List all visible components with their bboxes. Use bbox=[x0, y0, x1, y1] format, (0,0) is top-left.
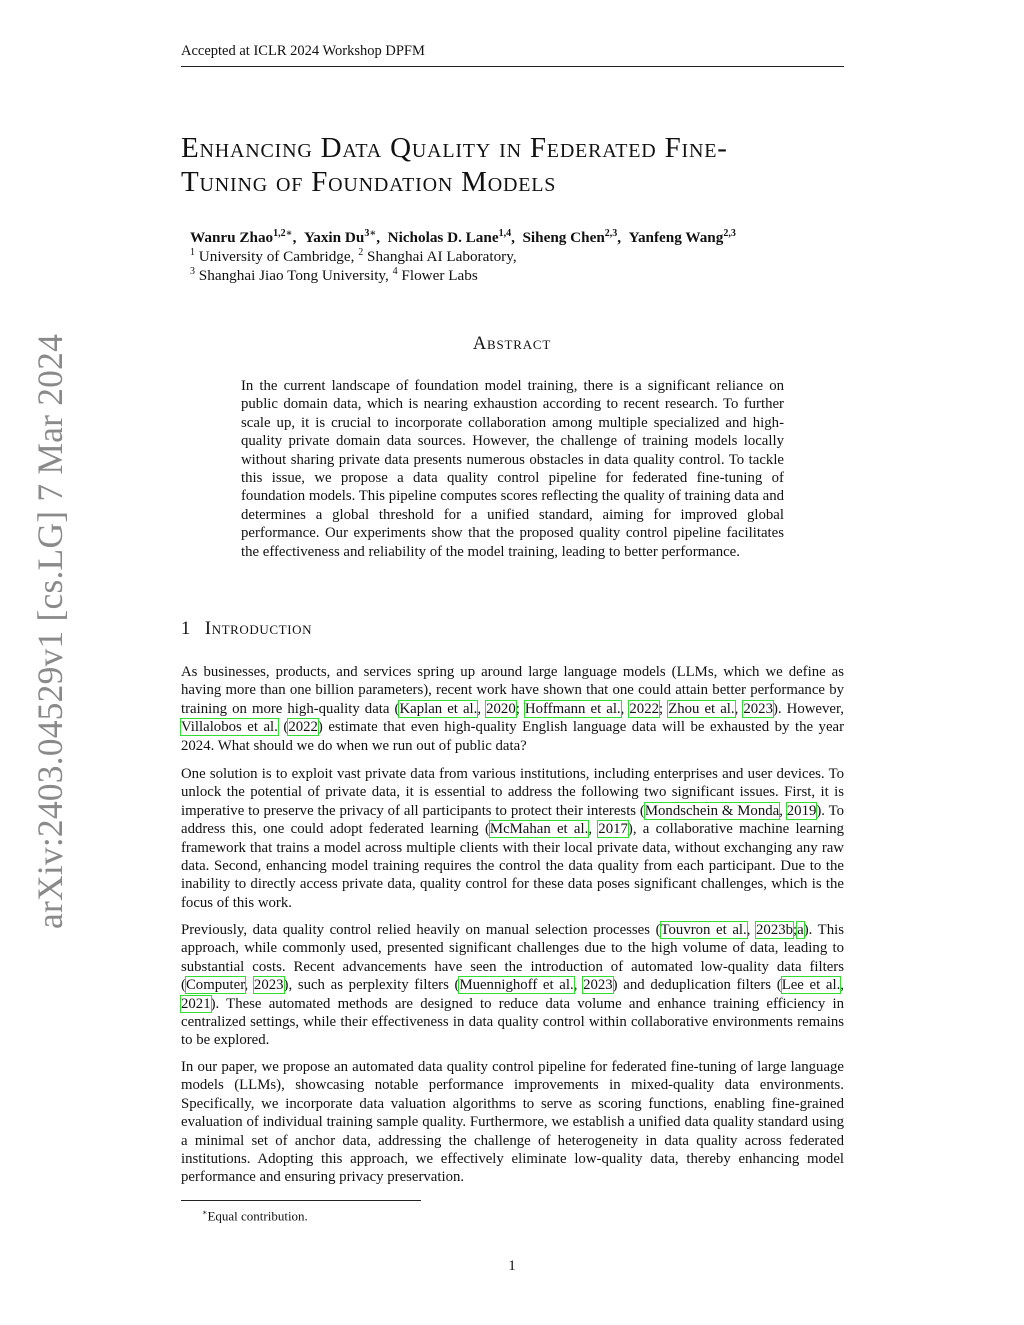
citation-link[interactable]: McMahan et al. bbox=[489, 821, 589, 838]
paragraph-text: , bbox=[779, 802, 787, 819]
abstract-heading: Abstract bbox=[472, 334, 552, 354]
intro-paragraph-2 bbox=[181, 765, 844, 912]
citation-link[interactable]: 2017 bbox=[598, 821, 628, 838]
citation-link[interactable]: 2019 bbox=[786, 802, 817, 819]
paragraph-text: ), a collaborative machine learning framework that trains a model across multiple clients with their local private data, without exchanging any raw data. Second, enhancing model training requires the control the data quality from each participant. Due to the inability to directly access private data, quality control for these data poses significant challenges, which is the focus of this work. bbox=[181, 821, 844, 911]
author-name: Yaxin Du bbox=[303, 229, 365, 247]
arxiv-sidebar-stamp[interactable]: arXiv:2403.04529v1 [cs.LG] 7 Mar 2024 bbox=[30, 333, 70, 929]
paragraph-text: , bbox=[477, 700, 487, 717]
header-rule bbox=[181, 66, 844, 67]
citation-link[interactable]: Villalobos et al. bbox=[181, 719, 278, 736]
citation-link[interactable]: Touvron et al. bbox=[660, 922, 747, 938]
author-affiliation-mark: 2,3 bbox=[604, 228, 618, 239]
footnote-mark: ∗ bbox=[202, 1208, 208, 1217]
paragraph-text: ( bbox=[277, 719, 289, 736]
citation-link[interactable]: 2021 bbox=[181, 995, 211, 1012]
section-title: Introduction bbox=[204, 619, 313, 639]
paragraph-text: , bbox=[746, 922, 757, 938]
citation-link[interactable]: 2022 bbox=[288, 719, 318, 736]
paragraph-text: , bbox=[244, 977, 254, 994]
author: Wanru Zhao$^{1,2∗}$, bbox=[190, 228, 304, 247]
citation-link[interactable]: Computer bbox=[185, 977, 245, 994]
citation-link[interactable]: 2020 bbox=[486, 700, 516, 717]
citation-link[interactable]: Muennighoff et al. bbox=[459, 977, 574, 994]
affiliation-name: Flower Labs bbox=[397, 267, 478, 285]
running-header: Accepted at ICLR 2024 Workshop DPFM bbox=[181, 43, 425, 59]
author-affiliation-mark: 1,2∗ bbox=[273, 228, 293, 239]
citation-link[interactable]: Kaplan et al. bbox=[399, 700, 478, 717]
paragraph-text: ; bbox=[659, 700, 669, 717]
paragraph-text: ). These automated methods are designed to reduce data volume and enhance training efficiency in centralized settings, while their effectiveness in data quality control within collaborative environments remains to be explored. bbox=[181, 995, 844, 1049]
author-affiliation-mark: 1,4 bbox=[498, 228, 512, 239]
intro-paragraph-3 bbox=[181, 921, 844, 1050]
affiliation-mark: 2 bbox=[358, 247, 364, 258]
page-number: 1 bbox=[508, 1258, 516, 1274]
paragraph-text: ), such as perplexity filters ( bbox=[283, 977, 460, 994]
paragraph-text: ) estimate that even high-quality English language data will be exhausted by the year 2024. What should we do when we run out of public data? bbox=[181, 719, 845, 754]
paragraph-text: ). To address this, one could adopt federated learning ( bbox=[181, 802, 844, 838]
paragraph-text: As businesses, products, and services spring up around large language models (LLMs, which we define as having more than one billion parameters), recent work have shown that one could attain better performance by training on more high-quality data ( bbox=[181, 664, 844, 717]
section-number: 1 bbox=[181, 619, 191, 639]
footnote-text: Equal contribution. bbox=[207, 1208, 308, 1224]
author: Yaxin $Du^{3∗}$, bbox=[303, 228, 388, 247]
citation-link[interactable]: 2023 bbox=[253, 977, 284, 994]
title-line-2: Tuning of Foundation Models bbox=[181, 166, 557, 198]
affiliation-line-2 bbox=[190, 266, 478, 285]
author-name: Siheng Chen bbox=[522, 229, 605, 247]
citation-link[interactable]: a bbox=[797, 922, 804, 938]
title-line-1: Enhancing Data Quality in Federated Fine- bbox=[181, 132, 728, 164]
citation-link[interactable]: 2022 bbox=[629, 700, 659, 717]
affiliation-name: University of Cambridge, bbox=[195, 248, 359, 266]
author-name: Yanfeng Wang bbox=[628, 229, 724, 247]
paragraph-text: One solution is to exploit vast private data from various institutions, including enterprises and user devices. To unlock the potential of private data, it is essential to address the following two significant issues. First, it is imperative to preserve the privacy of all participants to protect their interests ( bbox=[181, 766, 844, 819]
affiliation-mark: 1 bbox=[190, 247, 195, 258]
author: Siheng Chen$^{2,3}$, bbox=[522, 228, 629, 247]
author-name: Wanru Zhao bbox=[190, 229, 274, 247]
affiliation-name: Shanghai Jiao Tong University, bbox=[195, 267, 393, 285]
footnote-rule bbox=[181, 1200, 421, 1201]
paragraph-text: Previously, data quality control relied heavily on manual selection processes ( bbox=[181, 922, 661, 938]
paragraph-text: ). This approach, while commonly used, presented significant challenges due to the high volume of data, leading to substantial costs. Recent advancements have seen the introduction of automated low-quality data filters ( bbox=[181, 922, 844, 994]
paper-title bbox=[181, 131, 861, 199]
citation-link[interactable]: Mondschein & Monda bbox=[644, 802, 780, 819]
affiliation-mark: 3 bbox=[190, 266, 195, 277]
author-name: Nicholas D. Lane bbox=[387, 229, 499, 247]
abstract-body: In the current landscape of foundation model training, there is a significant reliance on public domain data, which is nearing exhaustion according to recent research. To further scale up, it is crucial to incorporate collaboration among multiple specialized and high-quality private domain data sources. However, the challenge of training models locally without sharing private data presents numerous obstacles in data quality control. To tackle this issue, we propose a data quality control pipeline for federated fine-tuning of foundation models. This pipeline computes scores reflecting the quality of training data and determines a global threshold for a unified standard, aiming for improved global performance. Our experiments show that the proposed quality control pipeline facilitates the effectiveness and reliability of the model training, leading to better performance. bbox=[241, 378, 784, 560]
section-heading-introduction bbox=[181, 619, 312, 640]
affiliation-mark: 4 bbox=[392, 266, 398, 277]
citation-link[interactable]: 2023 bbox=[583, 977, 613, 994]
paragraph-text: , bbox=[734, 700, 744, 717]
affiliation-name: Shanghai AI Laboratory, bbox=[363, 248, 517, 266]
affiliation-line-1 bbox=[190, 247, 517, 266]
intro-paragraph-1 bbox=[181, 663, 844, 755]
paragraph-text: , bbox=[588, 821, 599, 838]
author-affiliation-mark: 3∗ bbox=[364, 228, 377, 239]
author-list bbox=[190, 228, 736, 247]
paragraph-text: , bbox=[620, 700, 630, 717]
citation-link[interactable]: Zhou et al. bbox=[668, 700, 735, 717]
paragraph-text: ; bbox=[793, 922, 798, 938]
citation-link[interactable]: 2023 bbox=[743, 700, 773, 717]
paragraph-text: ). However, bbox=[772, 700, 844, 717]
author: Nicholas D. Lane$^{1,4}$, bbox=[387, 228, 523, 247]
paragraph-text: ) and deduplication filters ( bbox=[612, 977, 782, 994]
intro-paragraph-4: In our paper, we propose an automated data quality control pipeline for federated fine-tuning of large language models (LLMs), showcasing notable performance improvements in mixed-quality data environments. Specifically, we incorporate data valuation algorithms to serve as scoring functions, enabling fine-grained evaluation of individual training sample quality. Furthermore, we establish a unified data quality standard using a minimal set of anchor data, addressing the challenge of heterogeneity in data quality across federated institutions. Adopting this approach, we effectively eliminate low-quality data, thereby enhancing model performance and ensuring privacy preservation. bbox=[181, 1059, 844, 1186]
citation-link[interactable]: Hoffmann et al. bbox=[524, 700, 621, 717]
citation-link[interactable]: Lee et al. bbox=[781, 977, 841, 994]
footnote bbox=[202, 1208, 308, 1224]
citation-link[interactable]: 2023b bbox=[756, 922, 794, 938]
paragraph-text: , bbox=[573, 977, 584, 994]
paragraph-text: , bbox=[840, 977, 844, 994]
author-affiliation-mark: 2,3 bbox=[723, 228, 736, 239]
paragraph-text: ; bbox=[515, 700, 525, 717]
author bbox=[629, 229, 736, 246]
